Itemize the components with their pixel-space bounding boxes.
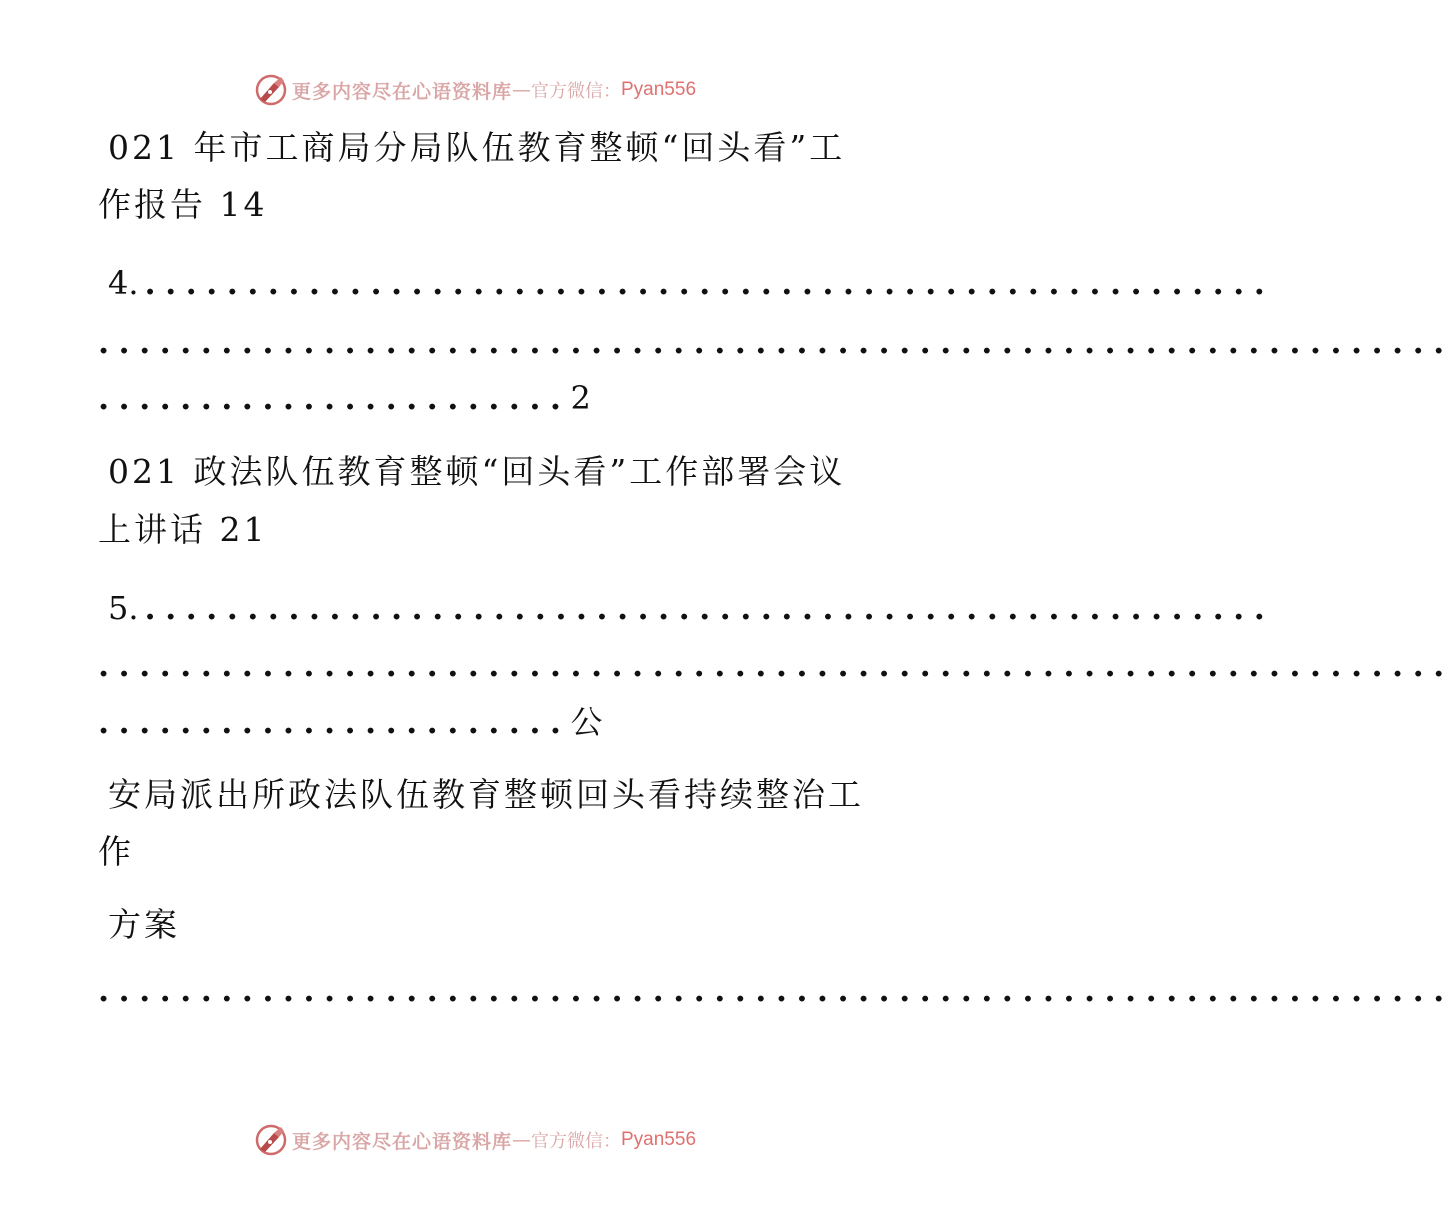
- watermark-main-text: 更多内容尽在心语资料库: [291, 80, 512, 103]
- watermark-sub-text: 官方微信：: [531, 81, 621, 102]
- toc-item-4-title-line-2: 上讲话 21: [98, 510, 268, 549]
- toc-item-5-leader-line-3: .......................公: [98, 703, 603, 741]
- pen-logo-icon: [254, 73, 288, 107]
- toc-item-5-leader-line-2: ..................................................................: [98, 646, 1454, 684]
- toc-item-3-title-line-2: 作报告 14: [98, 185, 268, 224]
- toc-item-4-leader-line-3: .......................2: [98, 379, 591, 417]
- toc-item-4-leader-line-1: 4. .......................................................: [108, 264, 1275, 302]
- watermark-dash: —: [512, 1129, 531, 1151]
- toc-item-5-number: 5.: [108, 589, 139, 627]
- toc-item-5-trail: 公: [570, 703, 603, 741]
- toc-item-4-page: 2: [570, 379, 591, 417]
- header-watermark: [0, 70, 950, 110]
- toc-item-4-leader-line-2: ..................................................................: [98, 323, 1454, 361]
- toc-item-3-title-line-1: 021 年市工商局分局队伍教育整顿“回头看”工: [108, 128, 846, 167]
- toc-item-4-number: 4.: [108, 264, 139, 302]
- toc-item-5-leader-line-1: 5. .......................................................: [108, 589, 1275, 627]
- toc-item-4-title-line-1: 021 政法队伍教育整顿“回头看”工作部署会议: [108, 452, 846, 491]
- watermark-main-text: 更多内容尽在心语资料库: [291, 1130, 512, 1153]
- toc-item-5-leader-line-4: ..................................................................: [98, 971, 1454, 1009]
- watermark-wechat-id: Pyan556: [621, 79, 697, 100]
- footer-watermark: [0, 1120, 950, 1160]
- toc-item-5-title-line-2: 作: [98, 832, 134, 871]
- watermark-wechat-id: Pyan556: [621, 1129, 697, 1150]
- watermark-sub-text: 官方微信：: [531, 1131, 621, 1152]
- toc-item-5-title-line-1: 安局派出所政法队伍教育整顿回头看持续整治工: [108, 775, 864, 814]
- pen-logo-icon: [254, 1123, 288, 1157]
- toc-item-5-title-line-3: 方案: [108, 905, 180, 944]
- watermark-dash: —: [512, 79, 531, 101]
